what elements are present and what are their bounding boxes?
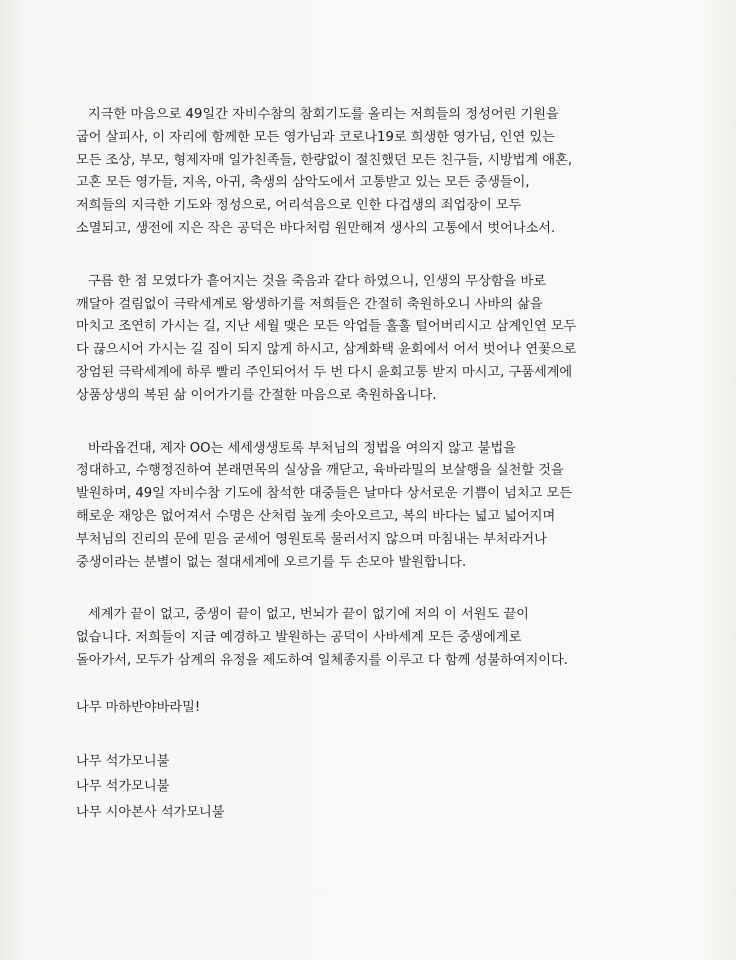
paragraph-1 [76, 104, 696, 241]
text-line: 정대하고, 수행정진하여 본래면목의 실상을 깨닫고, 육바라밀의 보살행을 실천할 것을 [76, 463, 564, 479]
exclamation-line: 나무 마하반야바라밀! [76, 699, 201, 715]
text-line: 세계가 끝이 없고, 중생이 끝이 없고, 번뇌가 끝이 없기에 저의 이 서원도 끝이 [88, 607, 529, 623]
text-line: 부처님의 진리의 문에 믿음 굳세어 영원토록 물러서지 않으며 마침내는 부처라거나 [76, 531, 547, 547]
text-line: 소멸되고, 생전에 지은 작은 공덕은 바다처럼 원만해져 생사의 고통에서 벗어나소서. [76, 220, 556, 236]
chant-line: 나무 석가모니불 [76, 779, 170, 795]
text-line: 모든 조상, 부모, 형제자매 일가친족들, 한량없이 절친했던 모든 친구들, 시방법계 애혼, [76, 152, 573, 168]
text-line: 저희들의 지극한 기도와 정성으로, 어리석음으로 인한 다겁생의 죄업장이 모두 [76, 198, 522, 214]
text-line: 바라옵건대, 제자 OO는 세세생생토록 부처님의 정법을 여의지 않고 불법을 [88, 440, 516, 456]
paragraph-2 [76, 271, 696, 408]
text-line: 깨달아 걸림없이 극락세계로 왕생하기를 저희들은 간절히 축원하오니 사바의 삶을 [76, 296, 543, 312]
text-line: 장엄된 극락세계에 하루 빨리 주인되어서 두 번 다시 윤회고통 받지 마시고, 구품세계에 [76, 364, 573, 380]
text-line: 발원하며, 49일 자비수참 기도에 참석한 대중들은 날마다 상서로운 기쁨이 넘치고 모든 [76, 486, 573, 502]
text-line: 지극한 마음으로 49일간 자비수참의 참회기도를 올리는 저희들의 정성어린 기원을 [88, 107, 559, 122]
document-body [76, 104, 696, 825]
text-line: 다 끊으시어 가시는 길 짐이 되지 않게 하시고, 삼계화택 윤회에서 어서 벗어나 연꽃으로 [76, 342, 577, 358]
text-line: 구름 한 점 모였다가 흩어지는 것을 죽음과 같다 하였으니, 인생의 무상함을 바로 [88, 273, 546, 289]
text-line: 없습니다. 저희들이 지금 예경하고 발원하는 공덕이 사바세계 모든 중생에게로 [76, 630, 522, 646]
paragraph-3 [76, 438, 696, 575]
chant-list [76, 749, 696, 826]
text-line: 고혼 모든 영가들, 지옥, 아귀, 축생의 삼악도에서 고통받고 있는 모든 중생들이, [76, 175, 530, 191]
text-line: 중생이라는 분별이 없는 절대세계에 오르기를 두 손모아 발원합니다. [76, 554, 467, 570]
text-line: 마치고 조연히 가시는 길, 지난 세월 맺은 모든 악업들 훌훌 털어버리시고 삼계인연 모두 [76, 319, 577, 335]
text-line: 돌아가서, 모두가 삼계의 유정을 제도하여 일체종지를 이루고 다 함께 성불하여지이다. [76, 652, 568, 668]
text-line: 해로운 재앙은 없어져서 수명은 산처럼 높게 솟아오르고, 복의 바다는 넓고 넓어지며 [76, 508, 556, 524]
text-line: 상품상생의 복된 삶 이어가기를 간절한 마음으로 축원하옵니다. [76, 387, 437, 403]
chant-line: 나무 시아본사 석가모니불 [76, 804, 225, 820]
paragraph-4 [76, 604, 696, 672]
text-line: 굽어 살피사, 이 자리에 함께한 모든 영가님과 코로나19로 희생한 영가님, 인연 있는 [76, 129, 555, 145]
chant-line: 나무 석가모니불 [76, 753, 170, 769]
